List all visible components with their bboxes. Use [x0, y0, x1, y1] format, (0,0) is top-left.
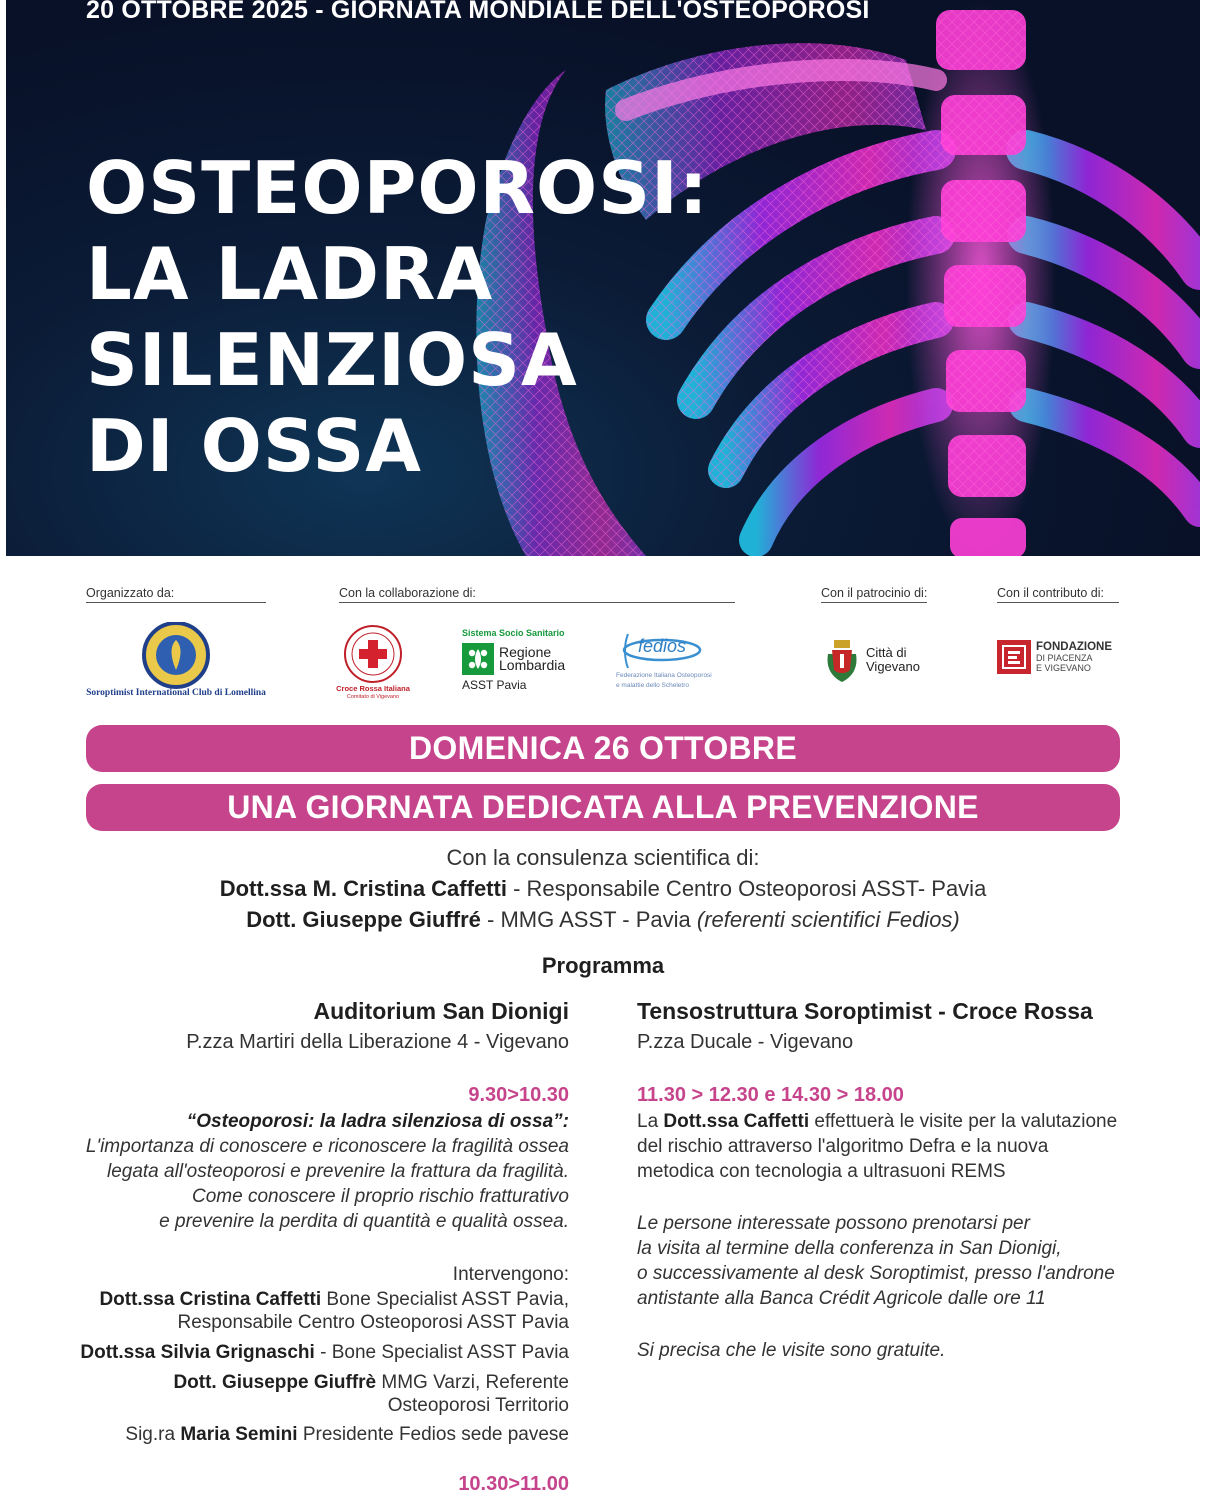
- left-address: P.zza Martiri della Liberazione 4 - Vigevano: [186, 1031, 569, 1053]
- program-title-text: Programma: [541, 953, 665, 978]
- talk-line-3: Come conoscere il proprio rischio fratturativo: [192, 1186, 569, 1207]
- soroptimist-name: Soroptimist International Club di Lomellina: [86, 688, 266, 698]
- fondazione-mark-icon: [997, 640, 1031, 674]
- title-line-2: LA LADRA: [86, 232, 494, 316]
- visit-line-1: [637, 1109, 1117, 1134]
- right-address: P.zza Ducale - Vigevano: [637, 1031, 854, 1053]
- cri-logo: [334, 624, 412, 704]
- left-time-2: 10.30>11.00: [458, 1473, 569, 1495]
- doctor-2-role: - MMG ASST - Pavia: [480, 907, 697, 932]
- speaker-4-title: Sig.ra: [125, 1424, 181, 1445]
- title-line-3: SILENZIOSA: [86, 318, 578, 402]
- right-time: 11.30 > 12.30 e 14.30 > 18.00: [637, 1084, 904, 1106]
- title-line-1: OSTEOPOROSI:: [86, 146, 709, 230]
- title-line-4: DI OSSA: [86, 404, 423, 488]
- consult-intro: Con la consulenza scientifica di:: [446, 845, 760, 870]
- event-kicker: 20 OTTOBRE 2025 - GIORNATA MONDIALE DELL'OSTEOPOROSI: [86, 0, 870, 24]
- main-title: [86, 145, 709, 489]
- fondazione-line-1: FONDAZIONE: [1036, 641, 1113, 653]
- vigevano-line-2: Vigevano: [866, 659, 920, 674]
- booking-line-2: la visita al termine della conferenza in San Dionigi,: [637, 1238, 1062, 1259]
- fondazione-logo: [997, 638, 1125, 680]
- right-venue: Tensostruttura Soroptimist - Croce Rossa: [637, 998, 1093, 1024]
- visit-doctor: Dott.ssa Caffetti: [663, 1111, 810, 1132]
- booking-line-1: Le persone interessate possono prenotarsi per: [637, 1213, 1030, 1234]
- regione-name-1: Regione: [499, 644, 552, 660]
- speaker-4-name: Maria Semini: [180, 1424, 298, 1445]
- speaker-3-role-2: Osteoporosi Territorio: [387, 1395, 569, 1416]
- fedios-sub-2: e malattie dello Scheletro: [616, 682, 689, 689]
- consult-doctor-1: [0, 876, 1206, 902]
- talk-line-4: e prevenire la perdita di quantità e qualità ossea.: [159, 1211, 569, 1232]
- cri-name: Croce Rossa Italiana: [336, 684, 410, 693]
- free-visits-note: Si precisa che le visite sono gratuite.: [637, 1340, 946, 1361]
- prevention-banner: UNA GIORNATA DEDICATA ALLA PREVENZIONE: [86, 784, 1120, 831]
- speaker-1-name: Dott.ssa Cristina Caffetti: [99, 1289, 322, 1310]
- speaker-1-role-1: Bone Specialist ASST Pavia,: [321, 1289, 569, 1310]
- doctor-1-role: - Responsabile Centro Osteoporosi ASST- Pavia: [506, 876, 987, 901]
- left-time-1: 9.30>10.30: [468, 1084, 569, 1106]
- doctor-2-note: (referenti scientifici Fedios): [696, 907, 960, 932]
- vigevano-logo: [822, 634, 932, 686]
- hero-banner: [6, 0, 1200, 556]
- visit-line-2: del rischio attraverso l'algoritmo Defra e la nuova: [637, 1136, 1049, 1157]
- speaker-1-role-2: Responsabile Centro Osteoporosi ASST Pavia: [177, 1312, 569, 1333]
- contribution-label: Con il contributo di:: [997, 586, 1119, 603]
- date-banner: DOMENICA 26 OTTOBRE: [86, 725, 1120, 772]
- speaker-3-name: Dott. Giuseppe Giuffrè: [173, 1372, 377, 1393]
- soroptimist-seal-icon: [86, 622, 266, 692]
- talk-line-2: legata all'osteoporosi e prevenire la frattura da fragilità.: [106, 1161, 569, 1182]
- vigevano-crest-icon: [822, 636, 862, 684]
- regione-name-2: Lombardia: [499, 657, 566, 673]
- speaker-4-role: Presidente Fedios sede pavese: [297, 1424, 569, 1445]
- consult-doctor-2: [0, 907, 1206, 933]
- speaker-2-role: - Bone Specialist ASST Pavia: [314, 1342, 569, 1363]
- organized-label: Organizzato da:: [86, 586, 266, 603]
- soroptimist-logo: [86, 622, 266, 704]
- fondazione-line-3: E VIGEVANO: [1036, 663, 1091, 673]
- fedios-logo: [612, 628, 738, 694]
- regione-top: Sistema Socio Sanitario: [462, 628, 565, 638]
- red-cross-icon: [334, 624, 412, 686]
- talk-title: “Osteoporosi: la ladra silenziosa di ossa”:: [186, 1111, 569, 1132]
- speaker-3: [173, 1370, 569, 1395]
- speaker-2: [80, 1340, 569, 1365]
- visit-pre: La: [637, 1111, 664, 1132]
- speaker-2-name: Dott.ssa Silvia Grignaschi: [80, 1342, 315, 1363]
- speaker-4: [125, 1422, 569, 1447]
- fedios-sub-1: Federazione Italiana Osteoporosi: [616, 672, 712, 679]
- vigevano-line-1: Città di: [866, 645, 907, 660]
- patronage-label: Con il patrocinio di:: [821, 586, 927, 603]
- booking-line-3: o successivamente al desk Soroptimist, presso l'androne: [637, 1263, 1115, 1284]
- cri-sub: Comitato di Vigevano: [346, 694, 400, 700]
- speakers-label: Intervengono:: [452, 1264, 569, 1285]
- talk-line-1: L'importanza di conoscere e riconoscere la fragilità ossea: [85, 1136, 569, 1157]
- fedios-name: fedios: [638, 636, 687, 656]
- rosa-camuna-icon: [462, 643, 494, 675]
- program-title: [0, 953, 1206, 979]
- speaker-1: [99, 1287, 569, 1312]
- visit-line-3: metodica con tecnologia a ultrasuoni REMS: [637, 1161, 1006, 1182]
- doctor-1-name: Dott.ssa M. Cristina Caffetti: [219, 876, 507, 901]
- booking-line-4: antistante alla Banca Crédit Agricole dalle ore 11: [637, 1288, 1046, 1309]
- speaker-3-role-1: MMG Varzi, Referente: [376, 1372, 569, 1393]
- collaboration-label: Con la collaborazione di:: [339, 586, 735, 603]
- fondazione-line-2: DI PIACENZA: [1036, 653, 1093, 663]
- regione-sub: ASST Pavia: [462, 678, 527, 692]
- left-venue: Auditorium San Dionigi: [313, 998, 569, 1024]
- doctor-2-name: Dott. Giuseppe Giuffré: [246, 907, 481, 932]
- visit-text-1: effettuerà le visite per la valutazione: [809, 1111, 1118, 1132]
- regione-lombardia-logo: [462, 628, 577, 694]
